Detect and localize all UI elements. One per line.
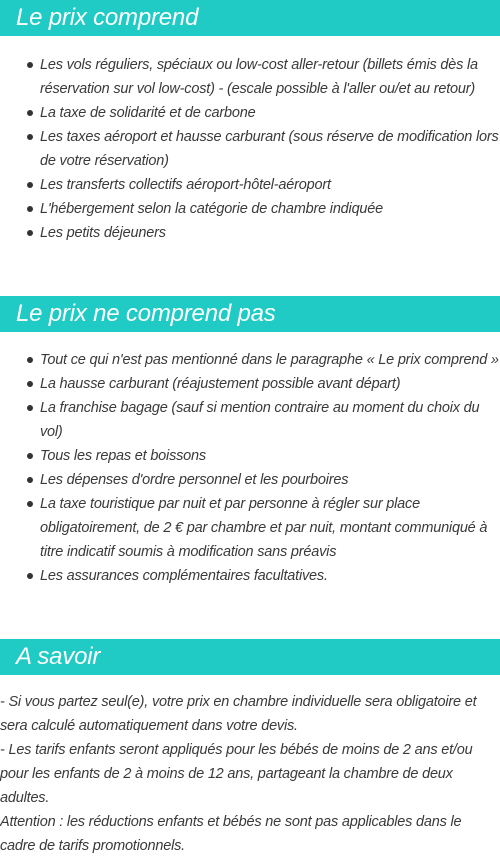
list-item: Les assurances complémentaires facultatives. <box>0 564 500 588</box>
list-item: La hausse carburant (réajustement possible avant départ) <box>0 372 500 396</box>
bullet-icon <box>27 453 33 459</box>
bullet-icon <box>27 357 33 363</box>
bullet-icon <box>27 477 33 483</box>
bullet-icon <box>27 62 33 68</box>
list-item: Les petits déjeuners <box>0 221 500 245</box>
section-title-info: A savoir <box>16 643 101 670</box>
list-item: La franchise bagage (sauf si mention contraire au moment du choix du vol) <box>0 396 500 444</box>
info-text <box>0 690 500 858</box>
section-header-included <box>0 0 500 36</box>
list-item: Les transferts collectifs aéroport-hôtel-aéroport <box>0 173 500 197</box>
bullet-icon <box>27 573 33 579</box>
list-item: L'hébergement selon la catégorie de chambre indiquée <box>0 197 500 221</box>
list-item: La taxe touristique par nuit et par personne à régler sur place obligatoirement, de 2 € par chambre et par nuit, montant communiqué à titre indicatif soumis à modification sans préavis <box>0 492 500 564</box>
bullet-icon <box>27 230 33 236</box>
list-item: Les vols réguliers, spéciaux ou low-cost aller-retour (billets émis dès la réservation sur vol low-cost) - (escale possible à l'aller ou/et au retour) <box>0 53 500 101</box>
bullet-icon <box>27 405 33 411</box>
bullet-icon <box>27 206 33 212</box>
list-item: Les taxes aéroport et hausse carburant (sous réserve de modification lors de votre réservation) <box>0 125 500 173</box>
info-paragraph: - Les tarifs enfants seront appliqués pour les bébés de moins de 2 ans et/ou pour les enfants de 2 à moins de 12 ans, partageant la chambre de deux adultes. <box>0 742 473 806</box>
section-header-info <box>0 639 500 675</box>
excluded-list <box>0 348 500 588</box>
list-item: Les dépenses d'ordre personnel et les pourboires <box>0 468 500 492</box>
bullet-icon <box>27 110 33 116</box>
info-paragraph: - Si vous partez seul(e), votre prix en chambre individuelle sera obligatoire et sera calculé automatiquement dans votre devis. <box>0 694 477 734</box>
bullet-icon <box>27 134 33 140</box>
bullet-icon <box>27 182 33 188</box>
list-item: La taxe de solidarité et de carbone <box>0 101 500 125</box>
section-title-included: Le prix comprend <box>16 4 199 31</box>
bullet-icon <box>27 381 33 387</box>
info-paragraph: Attention : les réductions enfants et bébés ne sont pas applicables dans le cadre de tarifs promotionnels. <box>0 814 462 854</box>
section-title-excluded: Le prix ne comprend pas <box>16 300 276 327</box>
list-item: Tout ce qui n'est pas mentionné dans le paragraphe « Le prix comprend » <box>0 348 500 372</box>
included-list <box>0 53 500 245</box>
list-item: Tous les repas et boissons <box>0 444 500 468</box>
section-header-excluded <box>0 296 500 332</box>
bullet-icon <box>27 501 33 507</box>
